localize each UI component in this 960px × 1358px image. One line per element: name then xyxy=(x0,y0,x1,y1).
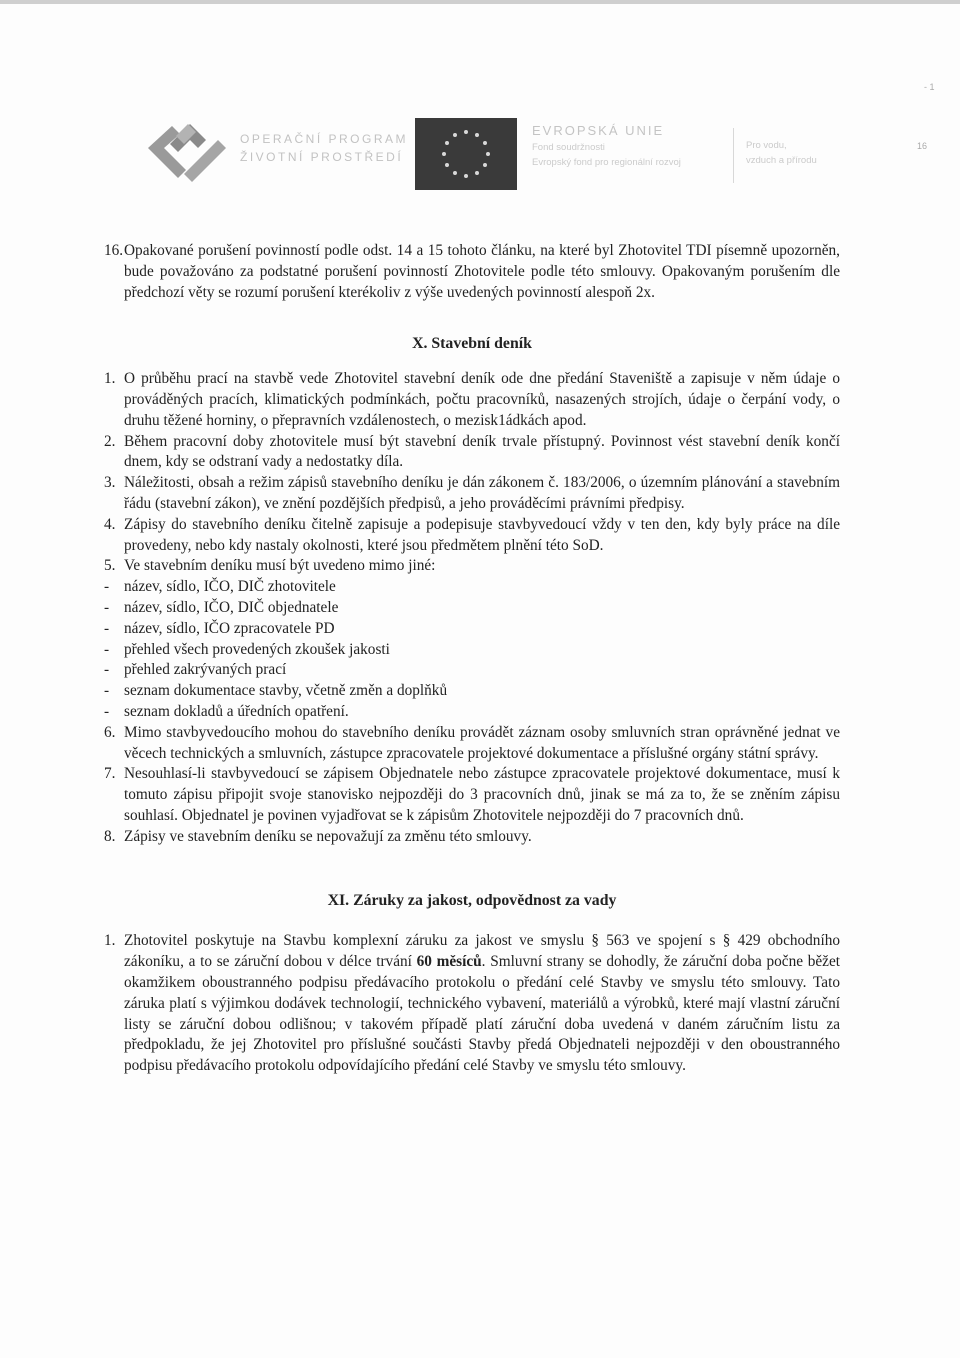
item-number: 2. xyxy=(104,432,116,450)
item-text-part-1: Zhotovitel poskytuje na Stavbu komplexní záruku za jakost ve smyslu § 563 ve spojení s § 429 obchodního zákoníku, a to se záruční dobou v délce trvání xyxy=(124,932,840,971)
item-number: 7. xyxy=(104,765,116,783)
paragraph-16 xyxy=(104,241,840,303)
warranty-period: 60 měsíců xyxy=(416,953,482,971)
slogan xyxy=(746,138,817,168)
dash-item xyxy=(104,577,840,598)
section-xi-title: XI. Záruky za jakost, odpovědnost za vady xyxy=(327,891,617,909)
dash-item xyxy=(104,598,840,619)
item-text-part-2: . Smluvní strany se dohodly, že záruční doba počne běžet okamžikem oboustranného podpisu předávacího protokolu o předání celé Stavby ve smyslu této smlouvy. Tato záruka platí s výjimkou dodávek technologií, technického vybavení, materiálů a výrobků, které mají vlastní záruční listy se záruční dobou odlišnou; v takovém případě platí záruční doba uvedená v daném záručním listu za předpokladu, že jej Zhotovitel pro příslušné součásti Stavby předá Objednateli nejpozději v den oboustranného podpisu předávacího protokolu odpovídajícího předání celé Stavby ve smyslu této smlouvy. xyxy=(124,953,840,1075)
list-item xyxy=(104,931,840,1077)
page-header xyxy=(140,108,880,198)
dash-text: název, sídlo, IČO, DIČ objednatele xyxy=(124,598,339,616)
dash-text: přehled všech provedených zkoušek jakosti xyxy=(124,640,390,658)
op-line-1: OPERAČNÍ PROGRAM xyxy=(240,132,409,146)
item-number: 16. xyxy=(104,242,124,259)
item-number: 3. xyxy=(104,474,116,492)
dash-mark: - xyxy=(104,619,110,637)
item-text xyxy=(124,931,840,1077)
item-text: Ve stavebním deníku musí být uvedeno mimo jiné: xyxy=(124,557,436,575)
dash-item xyxy=(104,640,840,661)
list-item xyxy=(104,473,840,515)
item-text: O průběhu prací na stavbě vede Zhotovitel stavební deník ode dne předání Staveniště a zapisuje v něm údaje o prováděných pracích, klimatických podmínkách, počtu pracovníků, nasazených strojích, údaje o čerpání vody, o druhu těžené horniny, o přepravních vzdálenostech, o mezisk1ádkách apod. xyxy=(124,370,840,429)
op-program-name xyxy=(240,130,408,166)
item-text: Nesouhlasí-li stavbyvedoucí se zápisem Objednatele nebo zástupce zpracovatele projektové dokumentace, musí k tomuto zápisu připojit svoje stanovisko nejpozději do 3 pracovních dnů, jinak se má za to, že se zněním zápisu souhlasí. Objednatel je povinen vyjadřovat se k zápisům Zhotovitele nejpozději do 7 pracovních dnů. xyxy=(124,765,840,824)
list-item xyxy=(104,723,840,765)
eu-fund-1: Fond soudržnosti xyxy=(532,142,605,153)
dash-text: seznam dokumentace stavby, včetně změn a doplňků xyxy=(124,682,448,700)
dash-mark: - xyxy=(104,598,110,616)
section-x-title: X. Stavební deník xyxy=(412,335,532,353)
item-text: Zápisy ve stavebním deníku se nepovažují za změnu této smlouvy. xyxy=(124,827,532,845)
item-number: 6. xyxy=(104,723,116,741)
eu-title: EVROPSKÁ UNIE xyxy=(532,123,665,138)
item-text: Během pracovní doby zhotovitele musí být stavební deník trvale přístupný. Povinnost vést stavební deník končí dnem, kdy se odstraní vady a nedostatky díla. xyxy=(124,432,840,471)
list-item xyxy=(104,515,840,557)
op-line-2: ŽIVOTNÍ PROSTŘEDÍ xyxy=(240,150,404,164)
list-item xyxy=(104,432,840,474)
eu-text-block xyxy=(532,122,681,170)
dash-text: název, sídlo, IČO zpracovatele PD xyxy=(124,619,335,637)
corner-mark-2: 16 xyxy=(917,141,928,151)
dash-item xyxy=(104,702,840,723)
eu-flag-icon xyxy=(415,118,517,190)
item-text: Opakované porušení povinností podle odst. 14 a 15 tohoto článku, na které byl Zhotovitel TDI písemně upozorněn, bude považováno za podstatné porušení povinností Zhotovitele podle této smlouvy. Opakovaným porušením dle předchozí věty se rozumí porušení kterékoliv z výše uvedených povinností alespoň 2x. xyxy=(124,242,840,301)
dash-text: přehled zakrývaných prací xyxy=(124,661,287,679)
item-text: Mimo stavbyvedoucího mohou do stavebního deníku provádět záznam osoby smluvních stran oprávněné jednat ve věcech technických a smluvních, zástupce zpracovatele projektové dokumentace a příslušné orgány státní správy. xyxy=(124,723,840,762)
list-item xyxy=(104,369,840,431)
section-x-items xyxy=(104,369,840,847)
dash-mark: - xyxy=(104,578,110,596)
dash-mark: - xyxy=(104,640,110,658)
dash-text: název, sídlo, IČO, DIČ zhotovitele xyxy=(124,578,336,596)
slogan-line-2: vzduch a přírodu xyxy=(746,155,817,166)
item-number: 1. xyxy=(104,932,116,950)
item-text: Zápisy do stavebního deníku čitelně zapisuje a podepisuje stavbyvedoucí vždy v ten den, kdy byly práce na díle provedeny, nebo kdy nastaly okolnosti, které jsou předmětem plnění této SoD. xyxy=(124,515,840,554)
corner-mark-1: - 1 xyxy=(924,82,935,92)
dash-mark: - xyxy=(104,661,110,679)
document-body xyxy=(104,241,840,1077)
item-number: 1. xyxy=(104,370,116,388)
top-border-line xyxy=(0,0,960,4)
header-divider xyxy=(733,128,734,183)
dash-item xyxy=(104,660,840,681)
item-number: 8. xyxy=(104,827,116,845)
list-item xyxy=(104,556,840,577)
dash-item xyxy=(104,681,840,702)
dash-mark: - xyxy=(104,682,110,700)
dash-mark: - xyxy=(104,702,110,720)
list-item xyxy=(104,764,840,826)
dash-text: seznam dokladů a úředních opatření. xyxy=(124,702,349,720)
op-zp-logo-icon xyxy=(140,108,230,188)
eu-fund-2: Evropský fond pro regionální rozvoj xyxy=(532,157,681,168)
list-item xyxy=(104,827,840,848)
slogan-line-1: Pro vodu, xyxy=(746,140,787,151)
item-number: 4. xyxy=(104,515,116,533)
item-text: Náležitosti, obsah a režim zápisů stavebního deníku je dán zákonem č. 183/2006, o územním plánování a stavebním řádu (stavební zákon), ve znění pozdějších předpisů, a jeho prováděcími právními předpisy. xyxy=(124,474,840,512)
dash-item xyxy=(104,619,840,640)
item-number: 5. xyxy=(104,557,116,575)
